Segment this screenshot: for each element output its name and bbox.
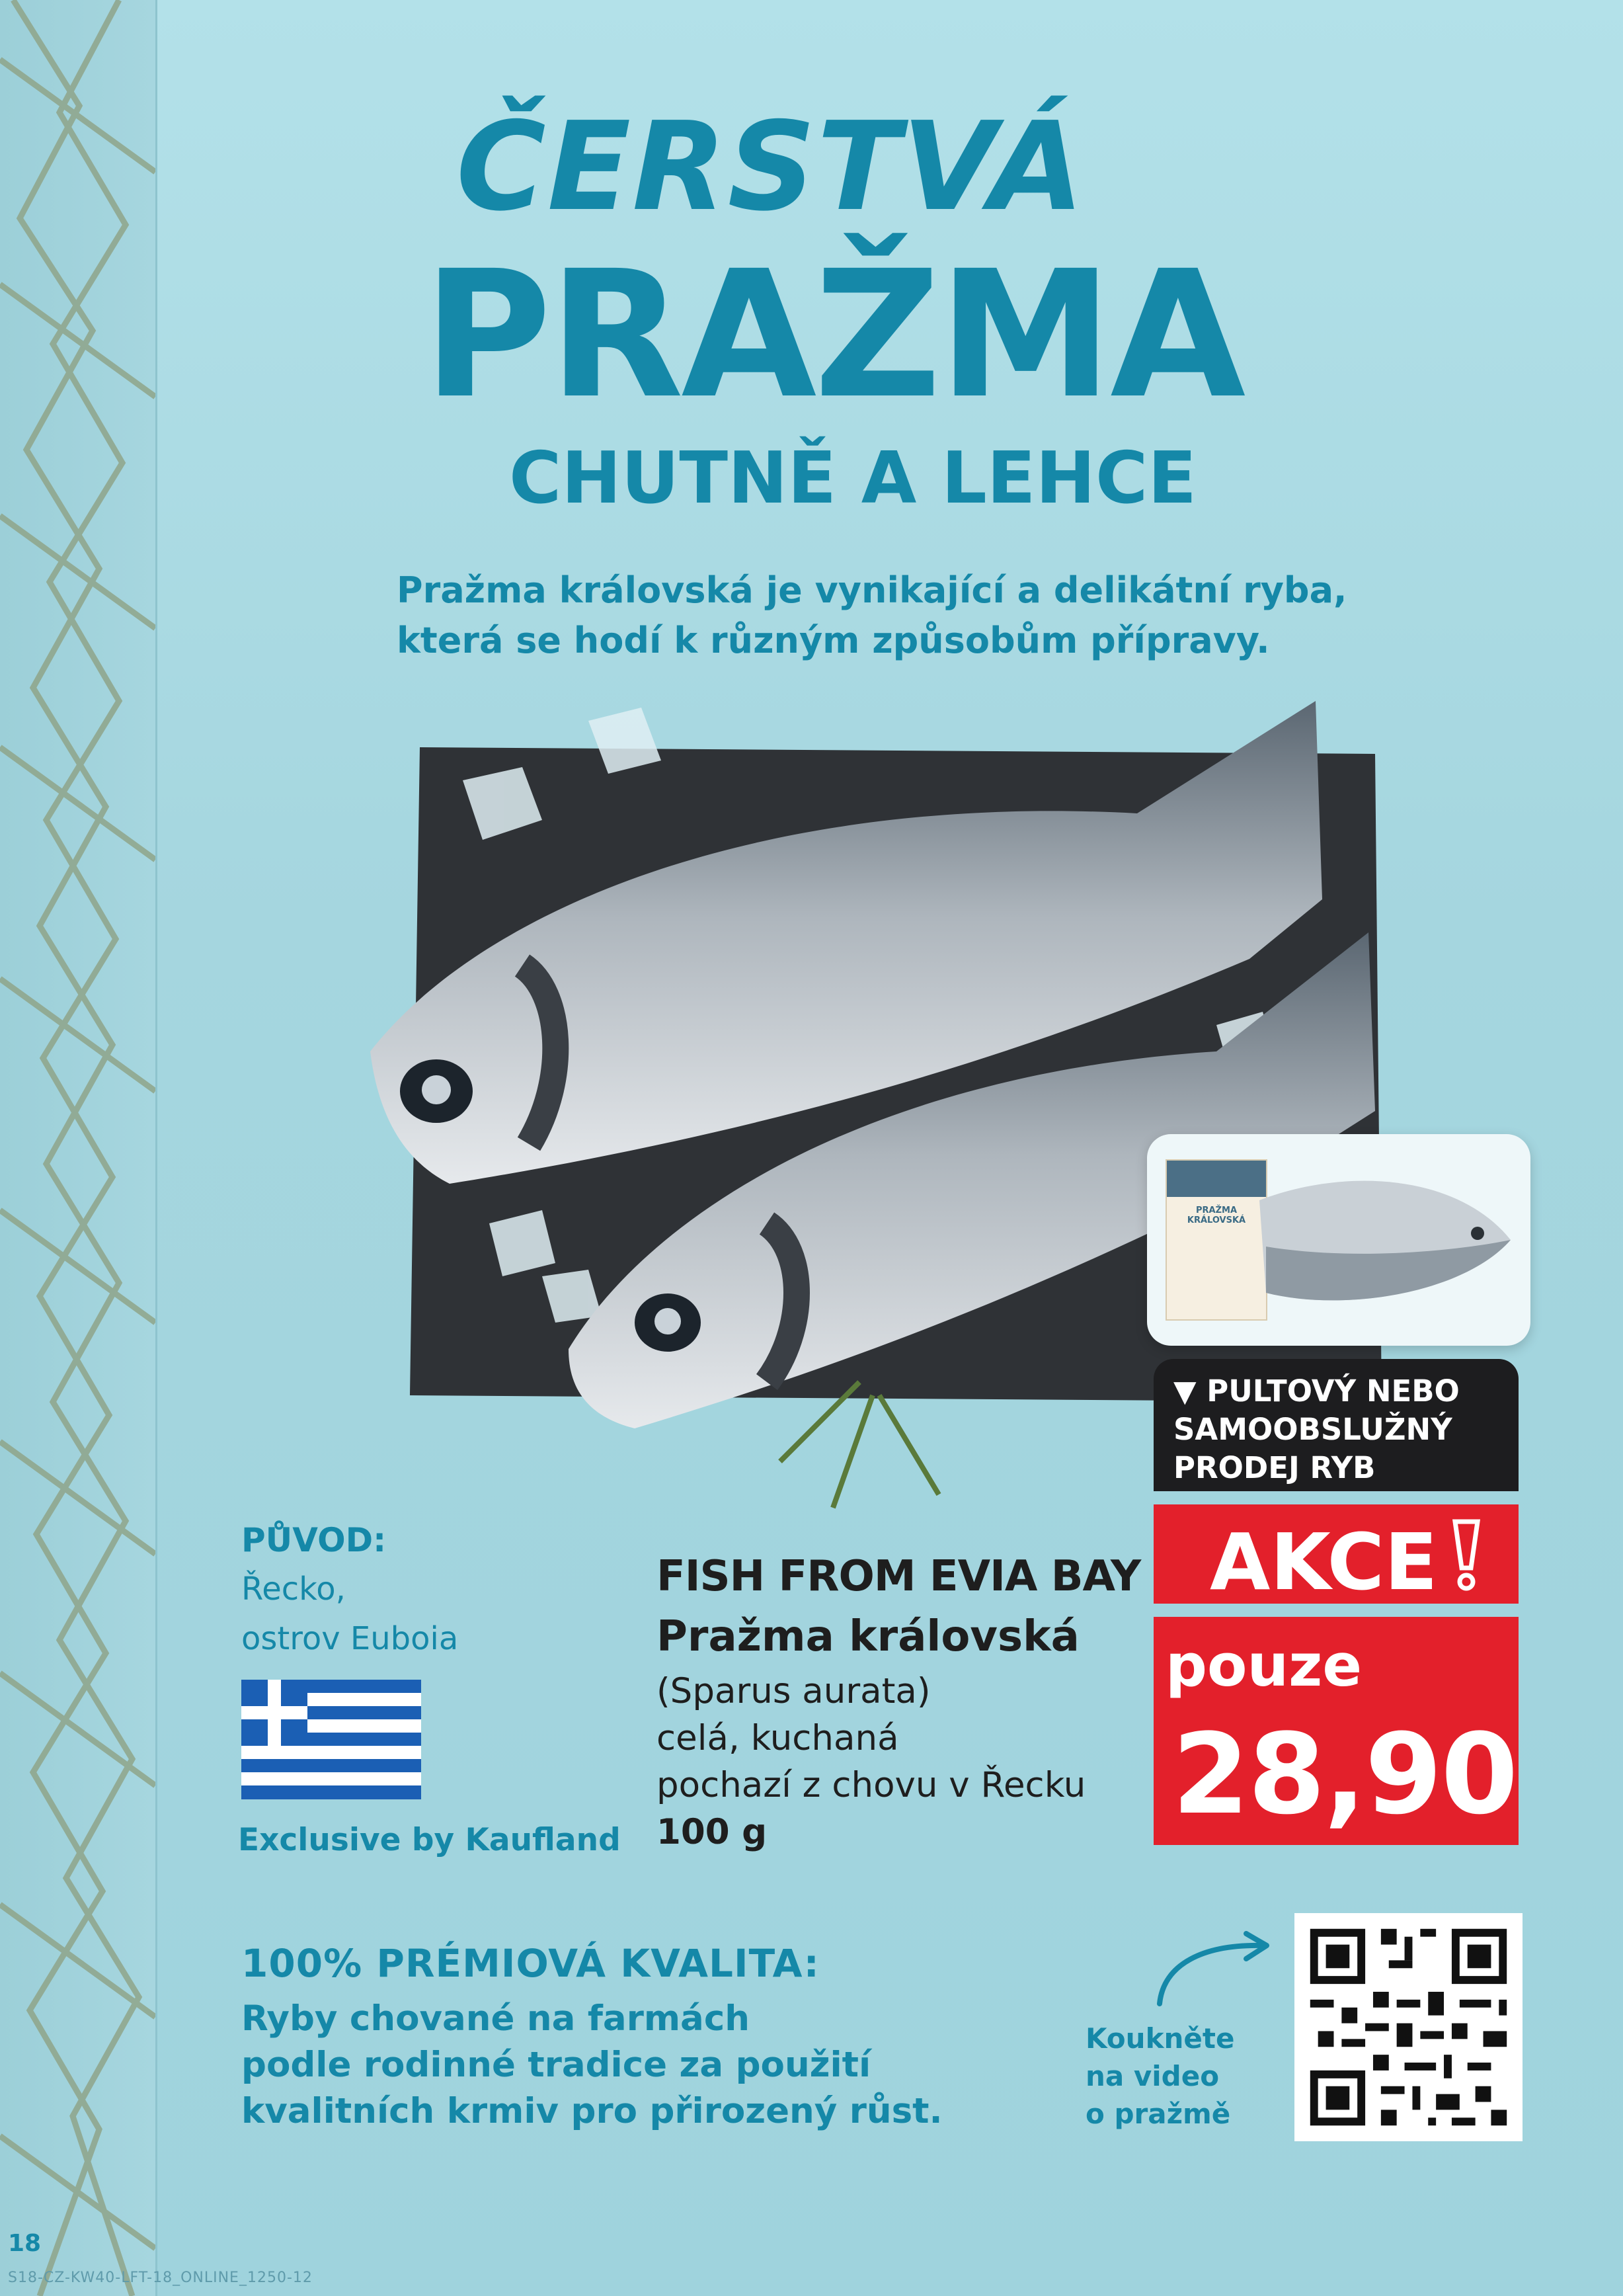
video-cta-line: Koukněte	[1086, 2022, 1235, 2055]
package-photo	[1147, 1134, 1530, 1346]
headline-tagline: CHUTNĚ A LEHCE	[509, 437, 1197, 520]
origin-country: Řecko,	[241, 1571, 346, 1608]
exclamation-icon	[1451, 1519, 1482, 1592]
badge-line: SAMOOBSLUŽNÝ	[1173, 1412, 1452, 1447]
herb-garnish	[780, 1382, 939, 1508]
intro-line: která se hodí k různým způsobům přípravy.	[397, 619, 1270, 661]
product-name: Pražma královská	[656, 1612, 1080, 1661]
origin-title: PŮVOD:	[241, 1521, 387, 1559]
footer-code: S18-CZ-KW40-LFT-18_ONLINE_1250-12	[8, 2270, 313, 2286]
qr-code[interactable]	[1294, 1913, 1523, 2141]
product-origin-note: pochazí z chovu v Řecku	[656, 1765, 1086, 1805]
price-prefix: pouze	[1166, 1631, 1362, 1700]
akce-banner	[1154, 1504, 1519, 1608]
intro-line: Pražma královská je vynikající a delikátní ryba,	[397, 569, 1347, 611]
product-weight: 100 g	[656, 1812, 768, 1852]
price-box	[1154, 1617, 1519, 1845]
intro-text	[397, 565, 1347, 665]
quality-title: 100% PRÉMIOVÁ KVALITA:	[241, 1941, 820, 1986]
video-cta-line: o pražmě	[1086, 2098, 1231, 2130]
product-brand: FISH FROM EVIA BAY	[656, 1552, 1141, 1601]
badge-line: PRODEJ RYB	[1173, 1450, 1376, 1485]
page-number: 18	[8, 2230, 42, 2257]
quality-line: kvalitních krmiv pro přirozený růst.	[241, 2091, 943, 2131]
origin-island: ostrov Euboia	[241, 1620, 459, 1657]
fishing-net-icon	[0, 0, 155, 2296]
package-label-text: PRAŽMA KRÁLOVSKÁ	[1187, 1206, 1246, 1225]
curved-arrow-icon	[1150, 1931, 1276, 2010]
product-description: celá, kuchaná	[656, 1718, 899, 1758]
quality-line: podle rodinné tradice za použití	[241, 2045, 871, 2085]
video-cta-line: na video	[1086, 2060, 1220, 2092]
greek-flag-icon	[241, 1680, 421, 1799]
sale-type-badge	[1154, 1359, 1519, 1491]
headline-product: PRAŽMA	[423, 233, 1244, 437]
akce-label: AKCE	[1210, 1516, 1438, 1608]
packaged-fish-icon	[1246, 1161, 1524, 1326]
headline-fresh: ČERSTVÁ	[456, 95, 1086, 238]
quality-line: Ryby chované na farmách	[241, 1998, 750, 2039]
price-amount: 28,90	[1172, 1709, 1517, 1839]
qr-code-icon	[1294, 1913, 1523, 2141]
fishing-net-strip	[0, 0, 157, 2296]
exclusive-label: Exclusive by Kaufland	[238, 1822, 621, 1858]
badge-line: ▼ PULTOVÝ NEBO	[1173, 1374, 1460, 1409]
product-latin-name: (Sparus aurata)	[656, 1671, 931, 1711]
